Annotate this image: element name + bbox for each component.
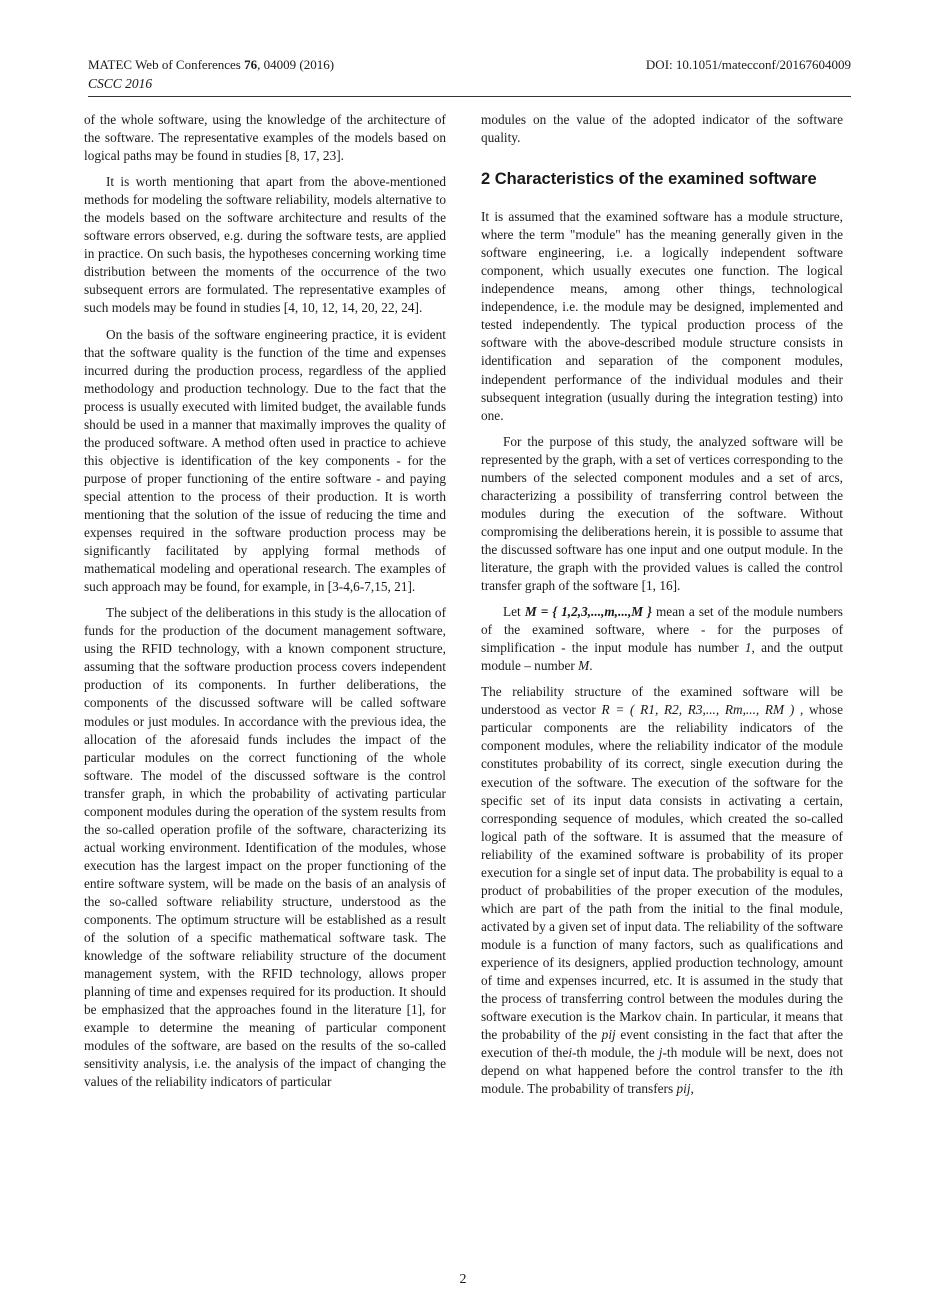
left-column [84, 111, 446, 1099]
paragraph: On the basis of the software engineering practice, it is evident that the software quality is the function of the time and expenses incurred during the production process, regardless of the applied methodology and production technology. Due to the fact that the process is usually executed with limited budget, the available funds should be used in a manner that maximally improves the quality of the produced software. A method often used in practice to achieve this objective is identification of the key components - for the purpose of proper functioning of the entire software - and paying special attention to the process of their production. It is worth mentioning that the solution of the issue of reducing the time and expenses required in the software production process may be significantly facilitated by applying formal methods of mathematical modeling and operational research. The examples of such approach may be found, for example, in [3-4,6-7,15, 21]. [84, 326, 446, 595]
paragraph: The reliability structure of the examined software will be understood as vector R = ( R1, R2, R3,..., Rm,..., RM ) , whose particular components are the reliability indicators of the component modules, where the reliability indicator of the module constitutes probability of its correct, single execution during the execution of the software. The execution of the software for the specific set of its input data consists in activating a certain, corresponding sequence of modules, which created the so-called logical path of the software. It is assumed that the measure of reliability of the examined software is probability of its proper execution for a single set of input data. The probability is equal to a product of probabilities of the proper execution of the modules, which are part of the path from the initial to the final module, activated by a given set of input data. The reliability of the software module is a function of many factors, such as qualifications and experience of its designers, applied production technology, amount of time and expenses incurred, etc. It is assumed in the study that the process of transferring control between the modules during the software execution is the Markov chain. In particular, it means that the probability of the pij event consisting in the fact that after the execution of thei-th module, the j-th module will be next, does not depend on what happened before the control transfer to the ith module. The probability of transfers pij, [481, 684, 844, 1097]
page-number: 2 [459, 1272, 467, 1287]
conference-name: CSCC 2016 [88, 76, 153, 91]
paragraph: modules on the value of the adopted indicator of the software quality. [481, 112, 843, 146]
doi: DOI: 10.1051/matecconf/20167604009 [645, 57, 851, 72]
paragraph: For the purpose of this study, the analyzed software will be represented by the graph, with a set of vertices corresponding to the numbers of the selected component modules and a set of arcs, characterizing a possibility of transferring control between the modules during the execution of the software. Without compromising the deliberations herein, it is possible to assume that the discussed software has one input and one output module. In the literature, the graph with the provided values is called the control transfer graph of the software [1, 16]. [481, 433, 843, 594]
paragraph: The subject of the deliberations in this study is the allocation of funds for the production of the document management software, using the RFID technology, with a known component structure, assuming that the software production process covers independent production of its components. In further deliberations, the components of the discussed software will be called software modules or just modules. In accordance with the previous idea, the allocation of the aforesaid funds includes the impact of the particular modules on the correct functioning of the whole software. The model of the discussed software is the control transfer graph, in which the probability of activating particular component modules during the operation of the system results from the so-called operation profile of the software, characterizing its actual working environment. Identification of the modules, whose execution has the largest impact on the proper functioning of the entire software system, will be made on the basis of an analysis of the so-called software reliability structure, understood as the components. The optimum structure will be established as a result of the solution of a specific mathematical software task. The knowledge of the software reliability structure of the document management system, with the RFID technology, allows proper planning of time and expenses required for its production. It should be emphasized that the approaches found in the literature [1], for example to determine the meaning of particular component modules of the software, are based on the results of the so-called sensitivity analysis, i.e. the analysis of the impact of changing the values of the reliability indicators of particular [84, 605, 446, 1090]
reliability-vector-formula: R = ( R1, R2, R3,..., Rm,..., RM ) , [601, 702, 804, 718]
right-column [481, 111, 843, 1106]
pij-symbol: pij [676, 1081, 691, 1097]
journal-citation: MATEC Web of Conferences 76, 04009 (2016) [88, 57, 335, 72]
paragraph: Let M = { 1,2,3,...,m,...,M } mean a set of the module numbers of the examined software, where - for the purposes of simplification - the input module has number 1, and the output module – number M. [481, 604, 843, 674]
header-divider [88, 96, 851, 97]
paragraph: It is worth mentioning that apart from the above-mentioned methods for modeling the software reliability, models alternative to the models based on the software architecture and results of the software errors observed, e.g. during the software tests, are applied in practice. On such basis, the hypotheses concerning working time distribution between the moments of the occurrence of the two subsequent errors are formulated. The representative examples of such models may be found in studies [4, 10, 12, 14, 20, 22, 24]. [84, 174, 446, 316]
paragraph: It is assumed that the examined software has a module structure, where the term "module" has the meaning generally given in the software engineering, i.e. a logically independent software component, which usually executes one function. The logical independence means, among other things, technological independence, i.e. the module may be designed, implemented and tested independently. The typical production process of the software with the above-described module structure consists in identification and separation of the component modules, independent performance of the individual modules and their subsequent integration (usually during the integration testing) into one. [481, 209, 843, 423]
page-header [88, 56, 851, 92]
section-heading: 2 Characteristics of the examined software [481, 170, 817, 189]
pij-symbol: pij [601, 1027, 616, 1043]
paragraph: of the whole software, using the knowledge of the architecture of the software. The representative examples of the models based on logical paths may be found in studies [8, 17, 23]. [84, 112, 446, 164]
module-set-formula: M = { 1,2,3,...,m,...,M } [524, 604, 652, 620]
